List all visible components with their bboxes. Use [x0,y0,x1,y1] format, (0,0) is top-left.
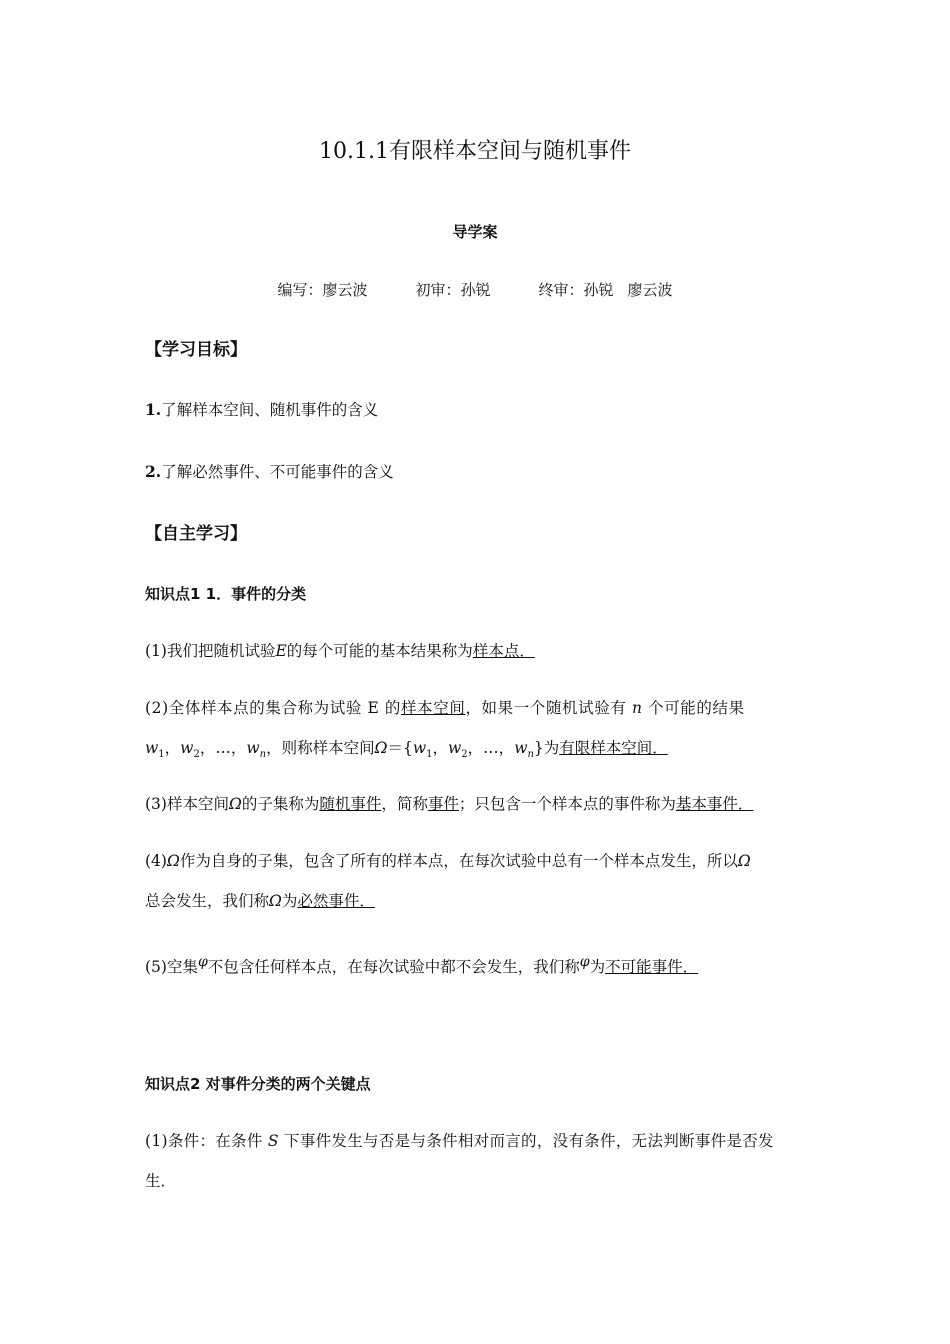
knowledge-point-2-heading: 知识点2 对事件分类的两个关键点 [145,1075,371,1093]
p6-text-b: 下事件发生与否是与条件相对而言的，没有条件，无法判断事件是否发 [284,1132,774,1150]
p5-underlined-term: 不可能事件． [605,958,699,976]
p4-text-a: (4) [145,852,167,870]
p3-text-c: ，简称 [381,795,428,813]
p4-symbol-omega-2: Ω [737,852,751,870]
paragraph-5 [145,956,698,979]
p5-text-c: 为 [589,958,606,976]
author-writer: 编写：廖云波 [277,281,368,299]
p6-symbol-s: S [267,1132,279,1150]
goal-item-2-number: 2. [145,462,162,481]
paragraph-2-line-1 [145,697,745,719]
authors-line [0,279,950,301]
p3-underlined-term-3: 基本事件． [675,795,754,813]
p1-symbol-e: E [275,642,287,660]
p4-line2-text-a: 总会发生，我们称 [145,892,270,910]
p6-text-a: (1)条件：在条件 [145,1132,263,1150]
goal-item-1-number: 1. [145,400,162,419]
goal-item-2 [145,461,394,483]
knowledge-point-1-heading: 知识点1 1．事件的分类 [145,585,307,603]
p2-line2-underlined-term: 有限样本空间． [559,739,668,757]
self-study-heading: 【自主学习】 [145,524,247,544]
p4-line2-symbol-omega: Ω [269,892,282,910]
document-title: 10.1.1有限样本空间与随机事件 [319,139,631,164]
p4-symbol-omega: Ω [166,852,180,870]
empty-set-symbol: φ [197,954,208,970]
p4-underlined-term: 必然事件． [297,892,375,910]
author-first-review: 初审：孙锐 [415,281,491,299]
p4-line2-text-b: 为 [281,892,298,910]
p1-text-a: (1)我们把随机试验 [145,642,276,660]
p4-text-b: 作为自身的子集，包含了所有的样本点，在每次试验中总有一个样本点发生，所以 [179,852,738,870]
document-subtitle: 导学案 [452,223,498,241]
p3-symbol-omega: Ω [228,795,242,813]
p5-text-b: 不包含任何样本点，在每次试验中都不会发生，我们称 [207,958,580,976]
p2-underlined-term: 样本空间 [401,699,466,717]
paragraph-4-line-1 [145,850,751,872]
p2-text-a: (2)全体样本点的集合称为试验 E 的 [145,699,402,717]
paragraph-4-line-2 [145,890,375,912]
p2-text-b: ，如果一个随机试验有 [465,699,627,717]
p3-text-b: 的子集称为 [241,795,320,813]
p3-text-a: (3)样本空间 [145,795,229,813]
p2-symbol-n: n [631,699,643,717]
author-final-review-2: 廖云波 [627,281,673,299]
goals-heading: 【学习目标】 [145,340,247,360]
paragraph-1 [145,640,535,662]
paragraph-3 [145,793,753,815]
goal-item-1-text: 了解样本空间、随机事件的含义 [161,401,379,419]
p2-symbol-omega: Ω [374,739,388,757]
p3-underlined-term-2: 事件 [427,795,459,813]
author-final-review: 终审：孙锐 [538,281,614,299]
paragraph-6-line-1 [145,1130,774,1152]
empty-set-symbol-2: φ [579,954,590,970]
p2-text-c: 个可能的结果 [648,699,745,717]
p3-text-d: ；只包含一个样本点的事件称为 [458,795,676,813]
p2-line2-text: 则称样本空间 [281,739,375,757]
goal-item-1 [145,399,378,421]
goal-item-2-text: 了解必然事件、不可能事件的含义 [161,463,394,481]
p3-underlined-term-1: 随机事件 [319,795,382,813]
paragraph-6-line-2: 生． [145,1172,177,1190]
p5-text-a: (5)空集 [145,958,198,976]
p1-underlined-term: 样本点． [472,642,535,660]
p1-text-b: 的每个可能的基本结果称为 [286,642,473,660]
paragraph-2-line-2: $w_1$，$w_2$，…，$w_n$，则称样本空间$\Omega=\{w_1$，$w_2$，…，$w_n$}为有限样本空间． [145,739,668,761]
